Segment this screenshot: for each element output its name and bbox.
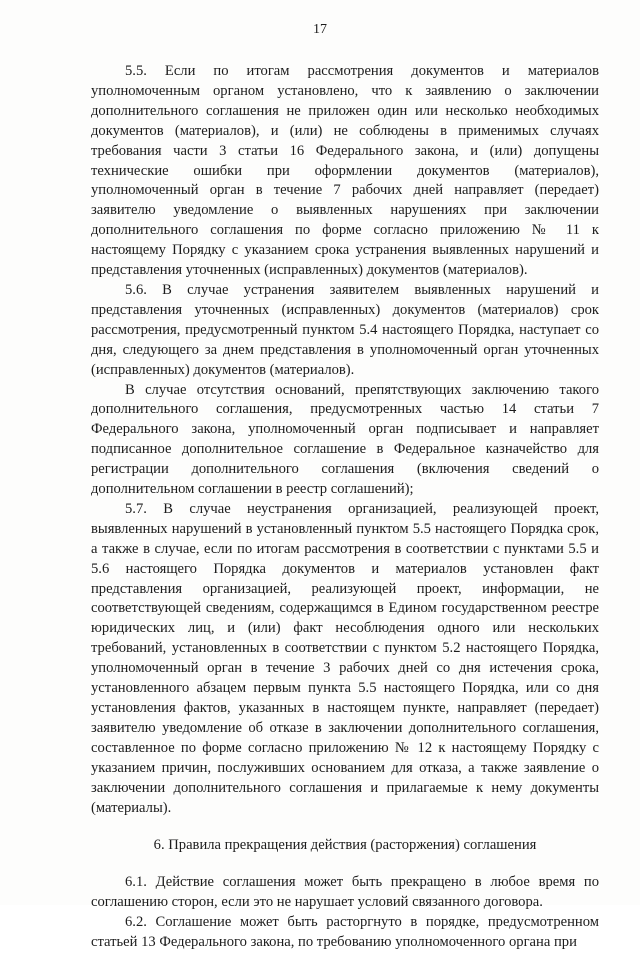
section-heading: 6. Правила прекращения действия (расторжения) соглашения [153, 837, 537, 854]
paragraph-5-5: 5.5. Если по итогам рассмотрения документов и материалов уполномоченным органом установлено, что к заявлению о заключении дополнительного соглашения не приложен один или несколько необходимых документов (материалов), и (или) не соблюдены в применимых случаях требования части 3 статьи 16 Федерального закона, и (или) допущены технические ошибки при оформлении документов (материалов), уполномоченный орган в течение 7 рабочих дней направляет (передает) заявителю уведомление о выявленных нарушениях при заключении дополнительного соглашения по форме согласно приложению № 11 к настоящему Порядку с указанием срока устранения выявленных нарушений и представления уточненных (исправленных) документов (материалов). [91, 63, 599, 279]
document-body [91, 62, 599, 953]
paragraph-5-6-continued: В случае отсутствия оснований, препятствующих заключению такого дополнительного соглашения, предусмотренных частью 14 статьи 7 Федерального закона, уполномоченный орган подписывает и направляет подписанное дополнительное соглашение в Федеральное казначейство для регистрации дополнительного соглашения (включения сведений о дополнительном соглашении в реестр соглашений); [91, 381, 599, 498]
page-number: 17 [313, 22, 327, 37]
paragraph-6-1: 6.1. Действие соглашения может быть прекращено в любое время по соглашению сторон, если это не нарушает условий связанного договора. [91, 874, 599, 911]
paragraph-5-7: 5.7. В случае неустранения организацией, реализующей проект, выявленных нарушений в установленный пунктом 5.5 настоящего Порядка срок, а также в случае, если по итогам рассмотрения в соответствии с пунктами 5.5 и 5.6 настоящего Порядка документов и материалов установлен факт представления организацией, реализующей проект, информации, не соответствующей сведениям, содержащимся в Едином государственном реестре юридических лиц, и (или) факт несоблюдения одного или нескольких требований, установленных в соответствии с пунктом 5.2 настоящего Порядка, уполномоченный орган в течение 3 рабочих дней со дня истечения срока, установленного абзацем первым пункта 5.5 настоящего Порядка, или со дня установления фактов, указанных в настоящем пункте, направляет (передает) заявителю уведомление об отказе в заключении дополнительного соглашения, составленное по форме согласно приложению № 12 к настоящему Порядку с указанием причин, послуживших основанием для отказа, а также заявление о заключении дополнительного соглашения и прилагаемые к нему документы (материалы). [91, 500, 599, 816]
paragraph-6-2: 6.2. Соглашение может быть расторгнуто в порядке, предусмотренном статьей 13 Федерального закона, по требованию уполномоченного органа при [91, 914, 599, 951]
paragraph-5-6: 5.6. В случае устранения заявителем выявленных нарушений и представления уточненных (исправленных) документов (материалов) срок рассмотрения, предусмотренный пунктом 5.4 настоящего Порядка, наступает со дня, следующего за днем представления в уполномоченный орган уточненных (исправленных) документов (материалов). [91, 281, 599, 378]
